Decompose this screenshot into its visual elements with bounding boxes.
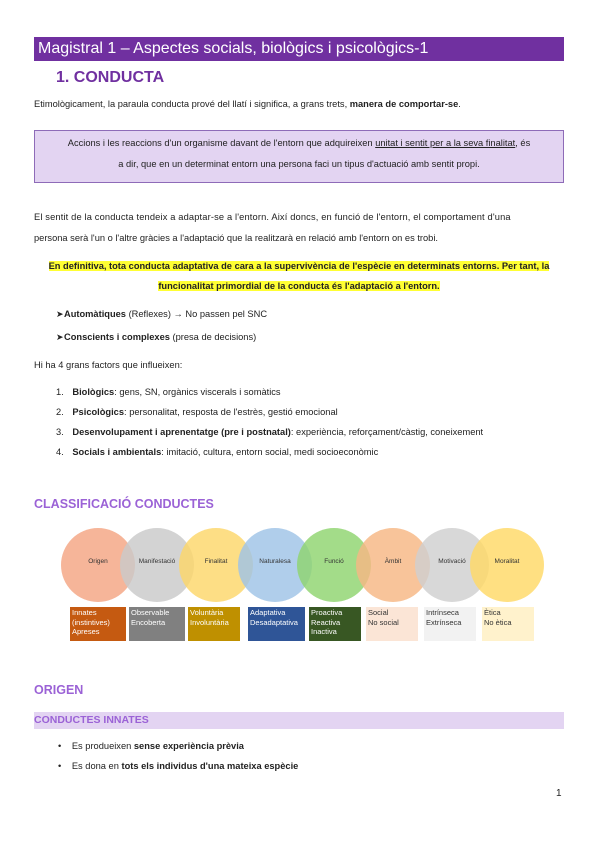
etymology-suffix: . [458,99,461,109]
arrow-item [56,331,256,344]
page-number: 1 [556,788,562,799]
factor-text: : imitació, cultura, entorn social, medi socioeconòmic [161,447,379,457]
circle-label: Moralitat [494,558,520,565]
etymology-text: Etimològicament, la paraula conducta prové del llatí i significa, a grans trets, [34,99,350,109]
category-value: Inactiva [311,627,337,636]
factors-intro: Hi ha 4 grans factors que influeixen: [34,360,183,370]
category-box-finalitat [188,607,240,641]
circle-label: Manifestació [138,558,176,565]
highlight-line-1 [34,261,564,271]
definition-line-1 [35,138,563,148]
factor-bold: Psicològics [72,407,125,417]
category-box-moralitat [482,607,534,641]
bullet-bold: tots els individus d'una mateixa espècie [121,761,299,771]
bullet-icon: • [58,741,62,751]
factor-item [56,386,281,399]
bullet-icon: • [58,761,62,771]
category-box-motivacio [424,607,476,641]
factor-text: : experiència, reforçament/càstig, coneixement [290,427,484,437]
paragraph-line: El sentit de la conducta tendeix a adaptar-se a l'entorn. Així doncs, en funció de l'entorn, el comportament d'una [34,212,511,222]
section-heading-classificacio: CLASSIFICACIÓ CONDUCTES [34,497,214,511]
category-value: No ètica [484,617,512,627]
factor-bold: Biològics [72,387,115,397]
category-value: Desadaptativa [250,617,298,627]
category-value: (instintives) [72,617,110,627]
etymology-paragraph [34,98,461,111]
circle-label: Funció [324,558,344,565]
highlight-line-2 [34,281,564,291]
arrow-item-text: (Reflexes) → No passen pel SNC [125,309,268,319]
arrow-bullet-icon: ➤ [56,309,64,319]
definition-text: Accions i les reaccions d'un organisme davant de l'entorn que adquireixen [67,138,376,148]
category-value: Encoberta [131,617,166,627]
bullet-text: Es dona en [71,761,122,771]
category-value: Voluntària [190,608,224,617]
factor-text: : gens, SN, orgànics viscerals i somàtics [114,387,281,397]
document-title: Magistral 1 – Aspectes socials, biològics i psicològics-1 [34,37,564,61]
category-value: Reactiva [311,617,341,627]
section-heading-conducta: 1. CONDUCTA [56,69,165,86]
bullet-text: Es produeixen [71,741,134,751]
category-value: Adaptativa [250,608,286,617]
factor-number: 2. [56,407,64,417]
category-value: Ètica [484,608,501,617]
arrow-item-text: (presa de decisions) [169,332,257,342]
category-box-naturalesa [248,607,305,641]
category-box-funcio [309,607,361,641]
definition-line-2: a dir, que en un determinat entorn una persona faci un tipus d'actuació amb sentit propi. [118,159,480,169]
arrow-item-bold: Automàtiques [64,309,126,319]
highlight-text: funcionalitat primordial de la conducta és l'adaptació a l'entorn. [158,281,440,291]
highlight-text: En definitiva, tota conducta adaptativa de cara a la supervivència de l'espècie en determinats entorns. Per tant, la [48,261,550,271]
bullet-bold: sense experiència prèvia [133,741,244,751]
category-value: Proactiva [311,608,343,617]
factor-item [56,406,338,419]
circle-label: Àmbit [384,558,402,565]
category-value: Extrínseca [426,617,462,627]
circle-moralitat [470,528,544,602]
bullet-item [58,760,298,773]
definition-underlined: unitat i sentit per a la seva finalitat [375,138,516,148]
factor-bold: Desenvolupament i aprenentatge (pre i postnatal) [72,427,291,437]
category-value: Involuntària [190,617,229,627]
arrow-bullet-icon: ➤ [56,332,64,342]
factor-item [56,446,378,459]
circle-label: Origen [88,558,108,565]
factor-number: 1. [56,387,64,397]
definition-text-end: , és [515,138,531,148]
category-value: Intrínseca [426,608,459,617]
category-value: Social [368,608,389,617]
arrow-item [56,308,267,321]
section-heading-origen: ORIGEN [34,683,84,697]
category-box-origen [70,607,126,641]
subsection-heading-innates: CONDUCTES INNATES [34,712,564,729]
factor-number: 3. [56,427,64,437]
etymology-bold: manera de comportar-se [349,99,459,109]
paragraph-line: persona serà l'un o l'altre gràcies a l'adaptació que la realitzarà en relació amb l'entorn on es trobi. [34,233,438,243]
circle-label: Naturalesa [259,558,291,565]
category-value: No social [368,617,399,627]
factor-number: 4. [56,447,64,457]
bullet-item [58,740,244,753]
category-box-manifestacio [129,607,185,641]
category-value: Apreses [72,627,100,636]
category-value: Observable [131,608,170,617]
factor-item [56,426,483,439]
arrow-item-bold: Conscients i complexes [64,332,170,342]
factor-text: : personalitat, resposta de l'estrès, gestió emocional [124,407,338,417]
category-value: Innates [72,608,97,617]
circle-label: Finalitat [204,558,228,565]
category-box-ambit [366,607,418,641]
definition-box [34,130,564,183]
circle-label: Motivació [438,558,466,565]
factor-bold: Socials i ambientals [72,447,162,457]
